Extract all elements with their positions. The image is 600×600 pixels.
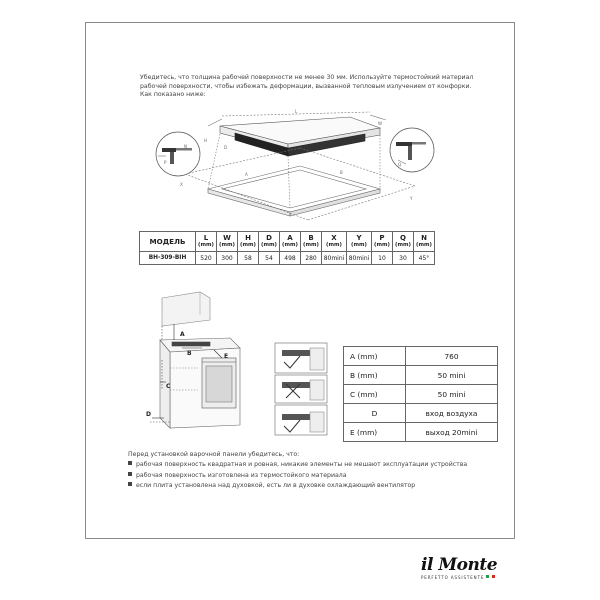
spec-value: 30 (393, 252, 414, 265)
dim-label: Y (410, 196, 413, 201)
bullet-icon (128, 482, 132, 486)
checklist-title: Перед установкой варочной панели убедитесь, что: (128, 451, 300, 458)
clearance-value: вход воздуха (406, 404, 498, 423)
dim-label: D (224, 145, 228, 150)
spec-col-header: H (mm) (238, 232, 259, 252)
clearance-row (344, 404, 498, 423)
clearance-value: выход 20mini (406, 423, 498, 442)
spec-col-header: X (mm) (322, 232, 347, 252)
spec-header-row (140, 232, 435, 252)
dim-label-b: B (187, 350, 192, 357)
clearance-row (344, 347, 498, 366)
spec-col-header: A (mm) (280, 232, 301, 252)
spec-col-header: W (mm) (217, 232, 238, 252)
dim-label-a: A (180, 331, 185, 338)
spec-value: 58 (238, 252, 259, 265)
spec-value: 520 (196, 252, 217, 265)
clearance-key: E (mm) (344, 423, 406, 442)
spec-value: 80mini (347, 252, 372, 265)
dim-label: P (164, 160, 167, 165)
spec-value: 280 (301, 252, 322, 265)
spec-col-header: Y (mm) (347, 232, 372, 252)
spec-value: 498 (280, 252, 301, 265)
clearance-row (344, 423, 498, 442)
edge-detail-left (156, 132, 200, 176)
intro-line: Убедитесь, что толщина рабочей поверхности не менее 30 мм. Используйте термостойкий материал (140, 74, 474, 81)
clearance-value: 760 (406, 347, 498, 366)
spec-col-header: L (mm) (196, 232, 217, 252)
spec-col-header: N (mm) (414, 232, 435, 252)
spec-value: 45° (414, 252, 435, 265)
dim-label: A (245, 172, 248, 177)
intro-line: рабочей поверхности, чтобы избежать деформации, вызванной тепловым излучением от конфорки. (140, 82, 472, 90)
spec-value: 54 (259, 252, 280, 265)
clearance-key: B (mm) (344, 366, 406, 385)
hob-installation-diagram (140, 104, 460, 226)
bullet-icon (128, 472, 132, 476)
checklist-item: рабочая поверхность изготовлена из термостойкого материала (128, 471, 467, 481)
clearance-key: D (344, 404, 406, 423)
oven-installation-diagram (140, 290, 265, 440)
dim-label: W (378, 121, 382, 126)
clearance-row (344, 366, 498, 385)
model-header: МОДЕЛЬ (140, 232, 196, 252)
spec-col-header: P (mm) (372, 232, 393, 252)
clearance-row (344, 385, 498, 404)
logo-wordmark: il Monte (421, 555, 498, 575)
bullet-icon (128, 461, 132, 465)
checklist-item: если плита установлена над духовкой, есть ли в духовке охлаждающий вентилятор (128, 481, 467, 491)
dim-label-c: C (166, 383, 171, 390)
dim-label: X (180, 182, 183, 187)
spec-col-header: D (mm) (259, 232, 280, 252)
edge-detail-right (390, 128, 434, 172)
model-name: BH-309-BIH (140, 252, 196, 265)
brand-logo (421, 556, 501, 580)
italian-flag-icon (486, 575, 495, 578)
intro-text (140, 74, 485, 100)
dim-label: N (184, 144, 187, 149)
checklist-item: рабочая поверхность квадратная и ровная, никакие элементы не мешают эксплуатации устройства (128, 460, 467, 470)
dim-label: Q (398, 162, 402, 167)
logo-tagline: PERFETTO ASSISTENTE (421, 575, 501, 580)
intro-line: Как показано ниже: (140, 91, 206, 99)
spec-value-row (140, 252, 435, 265)
spec-table (139, 231, 435, 265)
spec-value: 80mini (322, 252, 347, 265)
clearance-key: C (mm) (344, 385, 406, 404)
spec-col-header: B (mm) (301, 232, 322, 252)
checklist (128, 450, 467, 491)
spec-value: 10 (372, 252, 393, 265)
spec-value: 300 (217, 252, 238, 265)
spec-col-header: Q (mm) (393, 232, 414, 252)
dim-label: H (204, 138, 208, 143)
clearance-value: 50 mini (406, 366, 498, 385)
clearance-table (343, 346, 498, 442)
clearance-key: A (mm) (344, 347, 406, 366)
dim-label-d: D (146, 411, 151, 418)
clearance-value: 50 mini (406, 385, 498, 404)
dim-label: B (340, 170, 343, 175)
dim-label: L (295, 109, 298, 114)
installation-options-diagram (274, 342, 330, 438)
dim-label-e: E (224, 353, 229, 360)
